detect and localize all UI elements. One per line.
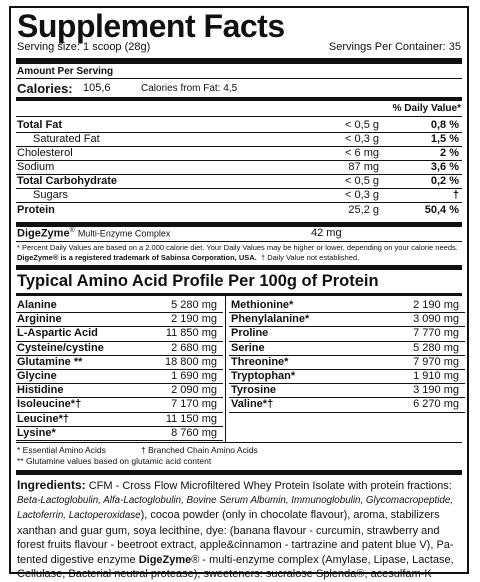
amino-value: 1 690 mg: [171, 370, 217, 382]
amino-value: 2 190 mg: [171, 313, 217, 326]
row-divider: [16, 188, 462, 189]
amount-per-serving: Amount Per Serving: [17, 66, 114, 77]
nutrient-daily-value: 2 %: [440, 147, 459, 159]
amino-note-bcaa: † Branched Chain Amino Acids: [141, 445, 258, 455]
nutrient-amount: < 0,5 g: [345, 119, 379, 131]
ingredients-digezyme: DigeZyme: [138, 553, 192, 566]
amino-name: Phenylalanine*: [231, 313, 310, 326]
ingredients-label: Ingredients:: [17, 478, 86, 492]
footnote-trademark: DigeZyme® is a registered trademark of Sabinsa Corporation, USA.: [17, 253, 257, 262]
thick-divider: [16, 470, 462, 475]
amino-row-divider: [16, 440, 223, 441]
amino-value: 2 190 mg: [413, 299, 459, 311]
amino-note-glutamine: ** Glutamine values based on glutamic acid content: [17, 456, 212, 466]
nutrient-name: Cholesterol: [17, 147, 73, 159]
nutrient-amount: < 0,5 g: [345, 175, 379, 187]
ingredients-line: CFM - Cross Flow Microfiltered Whey Protein Isolate with protein fractions:: [85, 480, 452, 492]
nutrient-name: Protein: [17, 204, 55, 216]
amino-name: Tyrosine: [231, 384, 277, 397]
serving-size: Serving size: 1 scoop (28g): [17, 41, 151, 53]
nutrient-amount: < 6 mg: [345, 147, 379, 159]
amino-name: Glycine: [17, 370, 57, 382]
nutrient-amount: 25,2 g: [348, 204, 379, 216]
amino-name: Tryptophan*: [231, 370, 296, 382]
amino-value: 8 760 mg: [171, 426, 217, 439]
amino-value: 5 280 mg: [413, 341, 459, 354]
thick-divider: [16, 293, 462, 296]
divider: [16, 78, 462, 79]
amino-name: Proline: [231, 327, 269, 340]
divider: [16, 241, 462, 242]
amino-value: 7 970 mg: [413, 355, 459, 368]
column-divider: [225, 296, 226, 442]
daily-value-header: % Daily Value*: [392, 103, 461, 114]
ingredients-line: ), cocoa powder (only in chocolate flavour), aroma, stabilizers: [140, 509, 440, 521]
digezyme-name: DigeZyme: [17, 227, 70, 240]
nutrient-amount: < 0,3 g: [345, 133, 379, 145]
amino-name: Threonine*: [231, 355, 289, 368]
ingredients-line: tented digestive enzyme: [17, 553, 139, 566]
amino-value: 2 680 mg: [171, 341, 217, 354]
amino-title: Typical Amino Acid Profile Per 100g of Protein: [17, 272, 379, 290]
ingredients-line: forest fruits flavour - beetroot extract, apple&cinnamon - tartrazine and patent blue V), Pa-: [17, 539, 454, 551]
ingredients-line: Beta-Lactoglobulin, Alfa-Lactoglobulin, Bovine Serum Albumin, Immunoglobulin, Glycomacropeptide,: [17, 494, 454, 506]
divider: [16, 442, 462, 443]
amino-name: Valine*†: [231, 398, 274, 411]
amino-value: 3 090 mg: [413, 313, 459, 326]
amino-row-divider: [229, 412, 465, 413]
amino-value: 5 280 mg: [171, 299, 217, 311]
amino-name: Lysine*: [17, 426, 56, 439]
digezyme-row: [17, 227, 170, 240]
amino-name: Alanine: [17, 299, 57, 311]
row-divider: [16, 202, 462, 203]
digezyme-reg: ®: [69, 227, 75, 234]
divider: [16, 116, 462, 117]
nutrient-daily-value: †: [452, 189, 459, 201]
amino-name: Glutamine **: [17, 355, 83, 368]
amino-note-essential: * Essential Amino Acids: [17, 445, 106, 455]
ingredients-line: xanthan and guar gum, soya lecithine, dye: (banana flavour - curcumin, strawberry and: [17, 524, 440, 537]
nutrient-daily-value: 0,8 %: [430, 119, 459, 131]
supplement-facts-panel: [9, 6, 469, 580]
amino-value: 2 090 mg: [171, 384, 217, 397]
amino-name: Leucine*†: [17, 412, 69, 425]
amino-value: 7 170 mg: [171, 398, 217, 411]
nutrient-name: Total Fat: [17, 119, 63, 131]
panel-title: Supplement Facts: [17, 8, 285, 44]
ingredients-line: Lactoferrin, Lactoperoxidase: [17, 510, 141, 521]
digezyme-amount: 42 mg: [311, 227, 342, 239]
calories-from-fat: Calories from Fat: 4,5: [141, 83, 238, 94]
amino-value: 6 270 mg: [413, 398, 459, 411]
amino-name: L-Aspartic Acid: [17, 327, 98, 340]
amino-name: Serine: [231, 341, 265, 354]
amino-value: 1 910 mg: [413, 370, 459, 382]
nutrient-name: Sugars: [33, 189, 68, 201]
calories-label: Calories:: [17, 81, 73, 96]
amino-name: Cysteine/cystine: [17, 341, 104, 354]
amino-value: 3 190 mg: [413, 384, 459, 397]
nutrient-amount: < 0,3 g: [345, 189, 379, 201]
digezyme-desc: Multi-Enzyme Complex: [77, 228, 171, 239]
amino-name: Isoleucine*†: [17, 398, 82, 411]
amino-name: Methionine*: [231, 299, 294, 311]
thick-divider: [16, 265, 462, 270]
calories-value: 105,6: [83, 82, 111, 94]
nutrient-amount: 87 mg: [348, 161, 379, 173]
nutrient-daily-value: 1,5 %: [430, 133, 459, 145]
footnote-trademark-row: [17, 253, 359, 262]
nutrient-daily-value: 50,4 %: [424, 204, 459, 216]
servings-per-container: Servings Per Container: 35: [328, 41, 461, 53]
row-divider: [16, 160, 462, 161]
row-divider: [16, 146, 462, 147]
nutrient-name: Total Carbohydrate: [17, 175, 118, 187]
nutrient-name: Sodium: [17, 161, 55, 173]
thick-divider: [16, 58, 462, 64]
ingredients-line: ® - multi-enzyme complex (Amylase, Lipase, Lactase,: [191, 553, 454, 566]
footnote-dv-not-established: † Daily Value not established.: [260, 253, 360, 262]
amino-name: Arginine: [17, 313, 62, 326]
nutrient-daily-value: 0,2 %: [430, 175, 459, 187]
amino-value: 11 850 mg: [165, 327, 217, 340]
nutrient-daily-value: 3,6 %: [430, 161, 459, 173]
ingredients-text: [17, 478, 463, 582]
ingredients-line: Cellulase, Bacterial neutral protease), sweeteners: sucralose Splenda®, acesulfam-K: [17, 568, 432, 580]
thick-divider: [16, 97, 462, 101]
nutrient-name: Saturated Fat: [33, 133, 100, 145]
amino-value: 7 770 mg: [413, 327, 459, 340]
amino-value: 18 800 mg: [165, 355, 217, 368]
amino-value: 11 150 mg: [165, 412, 217, 425]
amino-name: Histidine: [17, 384, 64, 397]
footnote-daily-values: * Percent Daily Values are based on a 2.000 calorie diet. Your Daily Values may be higher or lower, depending on your calorie needs.: [17, 243, 458, 252]
